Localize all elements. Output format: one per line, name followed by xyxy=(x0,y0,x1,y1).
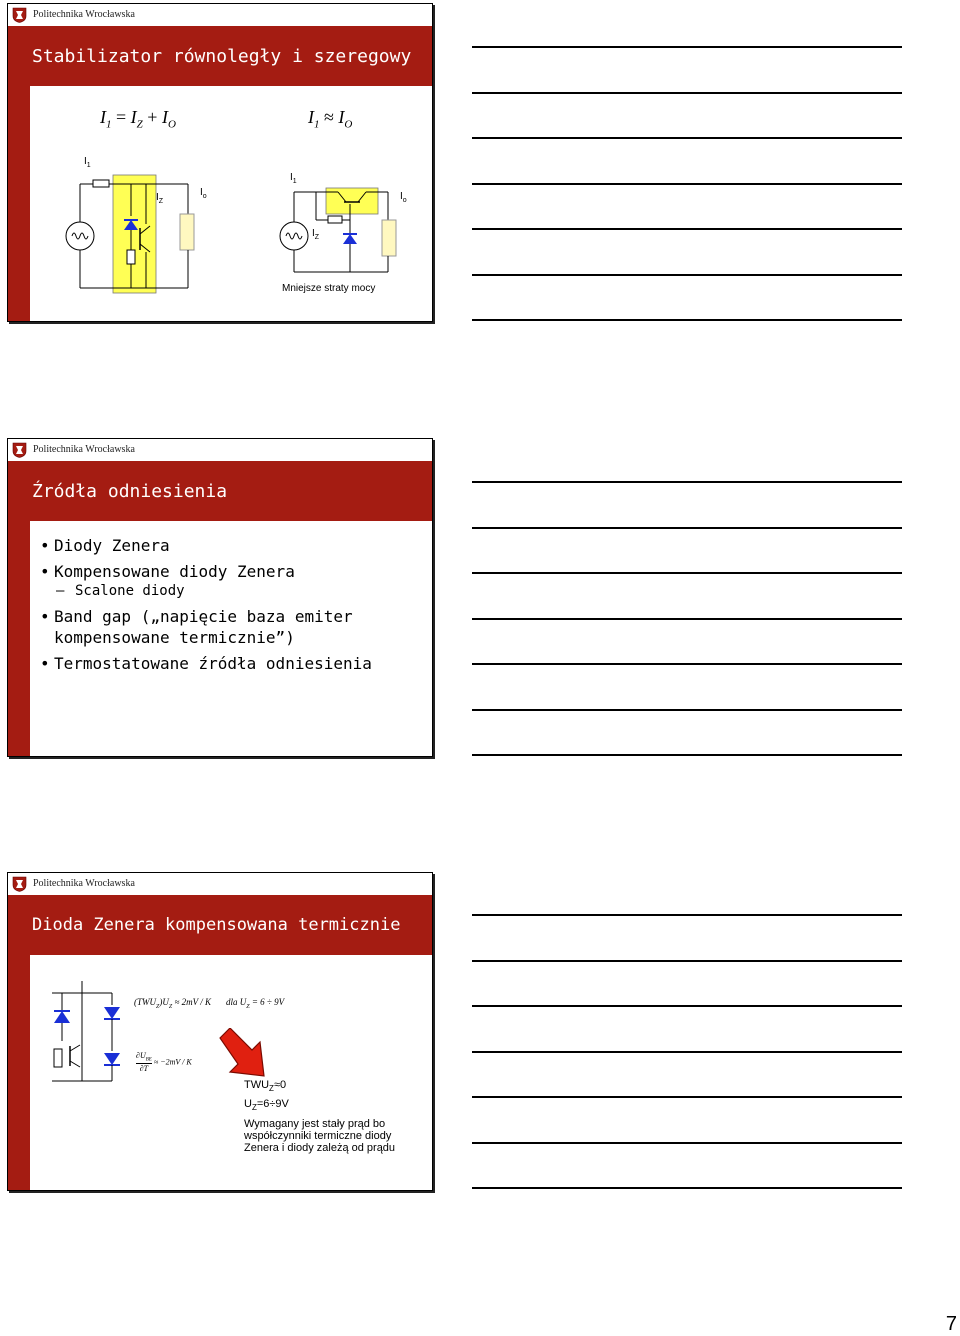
equation-current-sum: $I_1 = I_Z + I_O$ xyxy=(100,107,176,131)
slide-header xyxy=(8,873,432,895)
slide-2 xyxy=(7,438,433,757)
caption-lower-losses: Mniejsze straty mocy xyxy=(282,283,376,294)
label-i1-right: $I_1$ xyxy=(290,172,297,185)
parallel-stabilizer-circuit xyxy=(66,175,194,293)
arrow-icon xyxy=(216,1028,270,1080)
university-name: Politechnika Wrocławska xyxy=(33,878,135,889)
university-name: Politechnika Wrocławska xyxy=(33,9,135,20)
series-stabilizer-circuit xyxy=(280,188,396,272)
slide-3 xyxy=(7,872,433,1191)
slide-title: Źródła odniesienia xyxy=(32,481,228,502)
slide-title: Dioda Zenera kompensowana termicznie xyxy=(32,915,401,935)
slide-title: Stabilizator równoległy i szeregowy xyxy=(32,46,412,67)
university-crest-icon xyxy=(12,876,27,892)
page-number: 7 xyxy=(945,1313,957,1335)
result-twuz: $TWU_Z\approx 0$ xyxy=(244,1079,287,1094)
compensated-zener-circuit xyxy=(42,971,142,1091)
university-crest-icon xyxy=(12,7,27,23)
bullet-item: • Kompensowane diody Zenera xyxy=(38,561,372,582)
note-lines-3 xyxy=(472,914,902,1233)
label-io-left: $I_o$ xyxy=(200,187,207,200)
side-bar xyxy=(8,461,30,756)
equation-approx: $I_1 \approx I_O$ xyxy=(308,107,353,131)
formula-uz-range: dla $U_Z = 6 \div 9V$ xyxy=(226,997,285,1010)
formula-twuz: $(TWU_Z)U_Z \approx 2mV / K$ xyxy=(134,997,211,1010)
bullet-item: • Diody Zenera xyxy=(38,535,372,556)
result-uz: $U_Z=6\div 9V$ xyxy=(244,1098,289,1113)
circuit-diagrams xyxy=(58,164,428,299)
slide-header xyxy=(8,439,432,461)
formula-dube-dt: $\partial U_{BE}$ ∂T ≈ −2mV / K xyxy=(136,1051,192,1073)
bullet-list xyxy=(38,535,372,679)
label-io-right: $I_o$ xyxy=(400,191,407,204)
sub-bullet-item: – Scalone diody xyxy=(38,582,372,601)
university-crest-icon xyxy=(12,442,27,458)
label-i1-left: $I_1$ xyxy=(84,156,91,169)
note-lines-2 xyxy=(472,481,902,800)
slide-1 xyxy=(7,3,433,322)
label-iz-left: $I_Z$ xyxy=(156,192,164,205)
university-name: Politechnika Wrocławska xyxy=(33,444,135,455)
slide-header xyxy=(8,4,432,26)
label-iz-right: $I_Z$ xyxy=(312,228,320,241)
note-lines-1 xyxy=(472,46,902,365)
side-bar xyxy=(8,26,30,321)
note-constant-current: Wymagany jest stały prąd bo współczynniki termiczne diody Zenera i diody zależą od prądu xyxy=(244,1118,396,1154)
bullet-item: • Band gap („napięcie baza emiter kompensowane termicznie”) xyxy=(38,606,354,648)
side-bar xyxy=(8,895,30,1190)
bullet-item: • Termostatowane źródła odniesienia xyxy=(38,653,372,674)
